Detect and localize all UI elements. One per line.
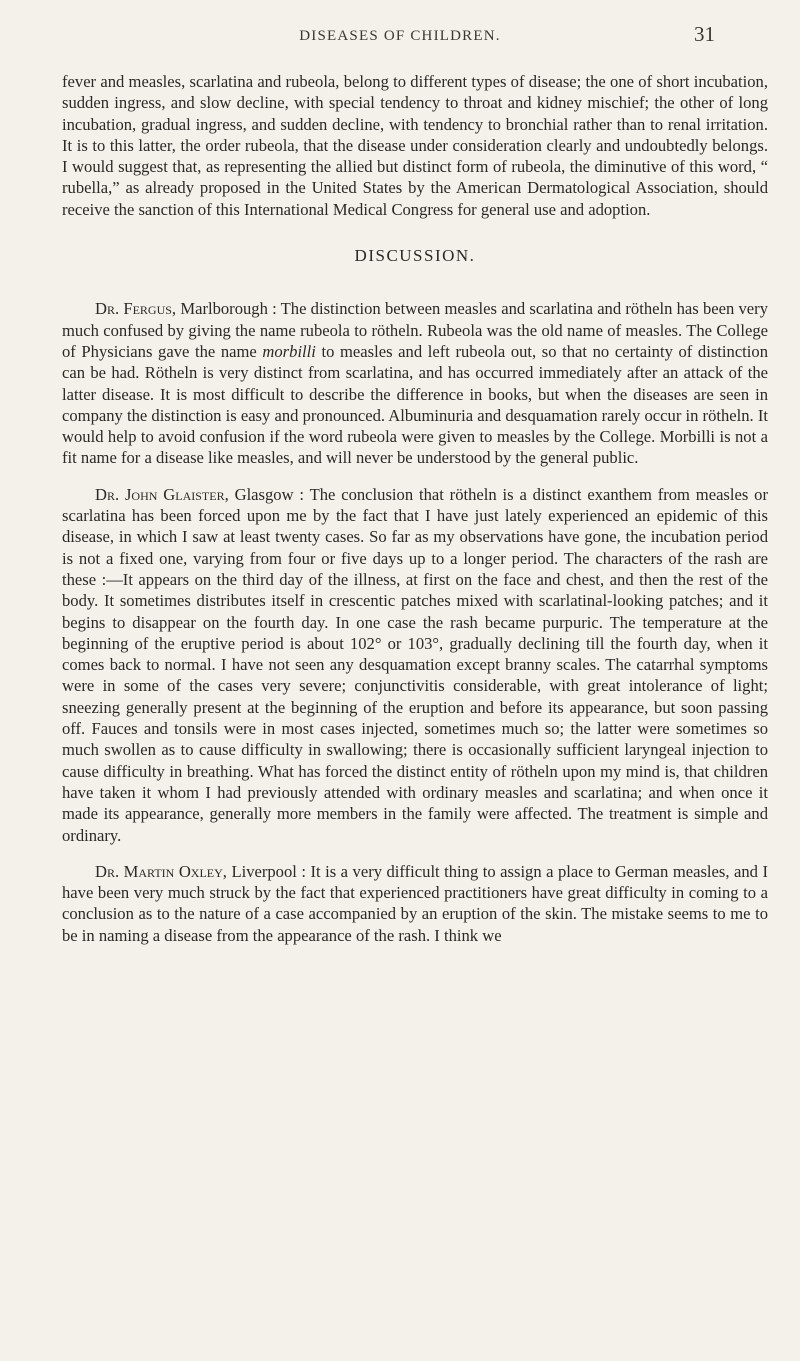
paragraph-text: Glasgow : The conclusion that rötheln is a distinct exanthem from measles or scarlatina has been forced upon me by the fact that I have just lately experienced an epidemic of this disease, in which I saw at least twenty cases. So far as my observations have gone, the incubation period is not a fixed one, varying from four or five days up to a longer period. The characters of the rash are these :—It appears on the third day of the illness, at first on the face and chest, and then the rest of the body. It sometimes distributes itself in crescentic patches mixed with scarlatinal-looking patches; and it begins to disappear on the fourth day. In one case the rash became purpuric. The temperature at the beginning of the eruptive period is about 102° or 103°, gradually declining till the fourth day, when it comes back to normal. I have not seen any desquamation except branny scales. The catarrhal symptoms were in some of the cases very severe; conjunctivitis considerable, with great intolerance of light; sneezing generally present at the beginning of the eruption and before its appearance, but soon passing off. Fauces and tonsils were in most cases injected, sometimes much so; the latter were sometimes so much swollen as to cause difficulty in swallowing; there is occasionally sufficient laryngeal injection to cause difficulty in breathing. What has forced the distinct entity of rötheln upon my mind is, that children have taken it whom I had previously attended with ordinary measles and scarlatina; and when once it made its appearance, generally more members in the family were affected. The treatment is simple and ordinary. xyxy=(62,484,768,845)
section-heading: DISCUSSION. xyxy=(354,246,476,266)
paragraph-text: Liverpool : It is a very difficult thing to assign a place to German measles, and I have been very much struck by the fact that experienced practitioners have great difficulty in coming to a conclusion as to the nature of a case accompanied by an eruption of the skin. The mistake seems to me to be in naming a disease from the appearance of the rash. I think we xyxy=(62,861,768,945)
italic-term: morbilli xyxy=(262,341,316,361)
page-number: 31 xyxy=(694,22,715,46)
speaker-name: Dr. Fergus, xyxy=(95,299,177,319)
oxley-paragraph xyxy=(62,861,768,946)
intro-paragraph: fever and measles, scarlatina and rubeola, belong to different types of disease; the one of short incubation, sudden ingress, and slow decline, with special tendency to throat and kidney mischief; the other of long incubation, gradual ingress, and sudden decline, with tendency to bronchial rather than to renal irritation. It is to this latter, the order rubeola, that the disease under consideration clearly and undoubtedly belongs. I would suggest that, as representing the allied but distinct form of rubeola, the diminutive of this word, “ rubella,” as already proposed in the United States by the American Dermatological Association, should receive the sanction of this International Medical Congress for general use and adoption. xyxy=(62,72,768,219)
running-title: DISEASES OF CHILDREN. xyxy=(299,28,501,44)
paragraph-text: Marlborough : The distinction between measles and scarlatina and rötheln has been very much confused by giving the name rubeola to rötheln. Rubeola was the old name of measles. The College of Physicians gave the name xyxy=(62,299,768,361)
speaker-name: Dr. John Glaister, xyxy=(95,484,229,504)
glaister-paragraph xyxy=(62,484,768,846)
paragraph-text: to measles and left rubeola out, so that no certainty of distinction can be had. Rötheln is very distinct from scarlatina, and has occurred immediately after an attack of the latter disease. It is most difficult to describe the difference in books, but when the diseases are seen in company the distinction is easy and pronounced. Albuminuria and desquamation rarely occur in rötheln. It would help to avoid confusion if the word rubeola were given to measles by the College. Morbilli is not a fit name for a disease like measles, and will never be understood by the general public. xyxy=(62,341,768,468)
speaker-name: Dr. Martin Oxley, xyxy=(95,861,227,881)
page-body xyxy=(62,71,768,946)
fergus-paragraph xyxy=(62,298,768,468)
